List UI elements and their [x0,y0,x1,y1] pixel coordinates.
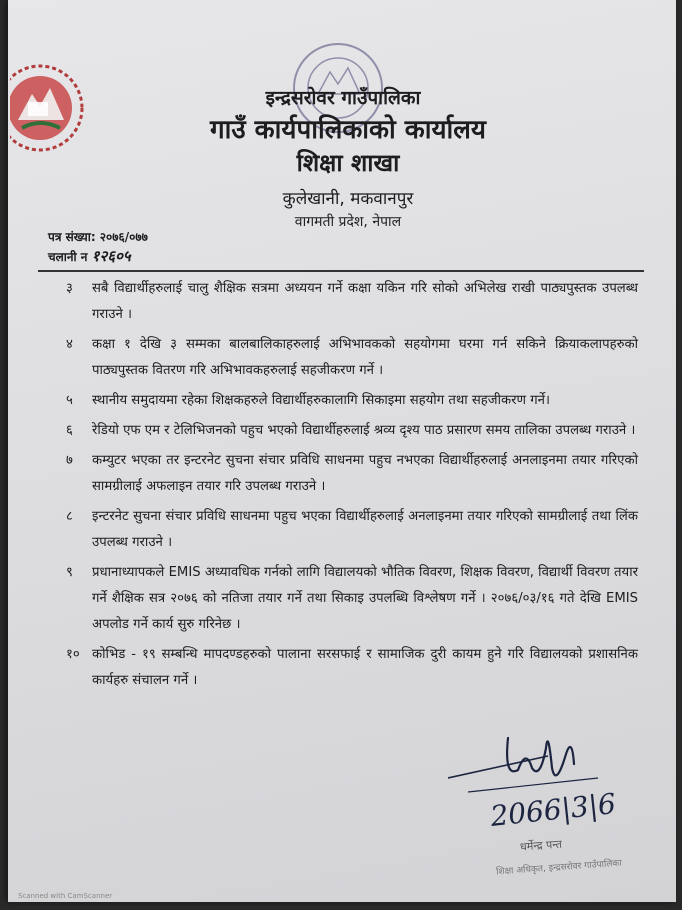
handwritten-signature [448,708,648,838]
list-item [66,276,638,328]
signatory-name: धर्मेन्द्र पन्त [519,837,563,854]
item-number: ४ [66,337,73,352]
item-number: १० [66,647,80,662]
letter-page [8,0,676,902]
item-number: ८ [66,509,73,524]
municipality-name: इन्द्रसरोवर गाउँपालिका [265,87,421,109]
list-item [66,560,638,638]
item-number: ६ [66,423,73,438]
item-text: सबै विद्यार्थीहरुलाई चालु शैक्षिक सत्रमा अध्ययन गर्ने कक्षा यकिन गरि सोको अभिलेख राखी पाठ्यपुस्तक उपलब्ध गराउने । [92,281,638,322]
item-number: ३ [66,281,73,296]
office-province: वागमती प्रदेश, नेपाल [294,214,402,230]
list-item [66,642,638,694]
list-item [66,388,638,414]
list-item [66,418,638,444]
office-title: गाउँ कार्यपालिकाको कार्यालय [210,115,486,145]
list-item [66,504,638,556]
item-number: ५ [66,393,73,408]
dispatch-label: चलानी न [48,250,88,264]
header-divider [38,270,644,272]
signature-date: 2066|3|6 [488,786,618,833]
scanner-watermark: Scanned with CamScanner [18,892,113,900]
letter-number: पत्र संख्या: २०७६/०७७ [48,230,148,244]
dispatch-number [48,246,131,266]
item-text: इन्टरनेट सुचना संचार प्रविधि साधनमा पहुच भएका विद्यार्थीहरुलाई अनलाइनमा तयार गरिएको सामग्रीलाई तथा लिंक उपलब्ध गराउने । [92,509,638,550]
instruction-list [66,276,638,698]
office-location: कुलेखानी, मकवानपुर [282,189,414,209]
list-item [66,448,638,500]
item-number: ७ [66,453,73,468]
item-text: स्थानीय समुदायमा रहेका शिक्षकहरुले विद्यार्थीहरुकालागि सिकाइमा सहयोग तथा सहजीकरण गर्ने। [92,393,550,408]
item-number: ९ [66,565,73,580]
dispatch-value: १२६०५ [91,247,131,265]
signatory-title: शिक्षा अधिकृत, इन्द्रसरोवर गाउँपालिका [495,858,622,878]
item-text: कोभिड - १९ सम्बन्धि मापदण्डहरुको पालाना सरसफाई र सामाजिक दुरी कायम हुने गरि विद्यालयको प्रशासनिक कार्यहरु संचालन गर्ने । [92,647,638,688]
branch-title: शिक्षा शाखा [296,149,400,177]
list-item [66,332,638,384]
item-text: प्रधानाध्यापकले EMIS अध्यावधिक गर्नको लागि विद्यालयको भौतिक विवरण, शिक्षक विवरण, विद्यार्थी विवरण तयार गर्ने शैक्षिक सत्र २०७६ को नतिजा तयार गर्ने तथा सिकाइ उपलब्धि विश्लेषण गर्ने । २०७६/०३/१६ गते देखि EMIS अपलोड गर्ने कार्य सुरु गरिनेछ । [92,565,638,632]
item-text: कम्युटर भएका तर इन्टरनेट सुचना संचार प्रविधि साधनमा पहुच नभएका विद्यार्थीहरुलाई अनलाइनमा तयार गरिएको सामग्रीलाई अफलाइन तयार गरि उपलब्ध गराउने । [92,453,638,494]
nepal-emblem-icon [10,58,90,158]
item-text: रेडियो एफ एम र टेलिभिजनको पहुच भएको विद्यार्थीहरुलाई श्रव्य दृश्य पाठ प्रसारण समय तालिका उपलब्ध गराउने । [92,423,636,438]
item-text: कक्षा १ देखि ३ सम्मका बालबालिकाहरुलाई अभिभावकको सहयोगमा घरमा गर्न सकिने क्रियाकलापहरुको पाठ्यपुस्तक वितरण गरि अभिभावकहरुलाई सहजीकरण गर्ने । [92,337,638,378]
